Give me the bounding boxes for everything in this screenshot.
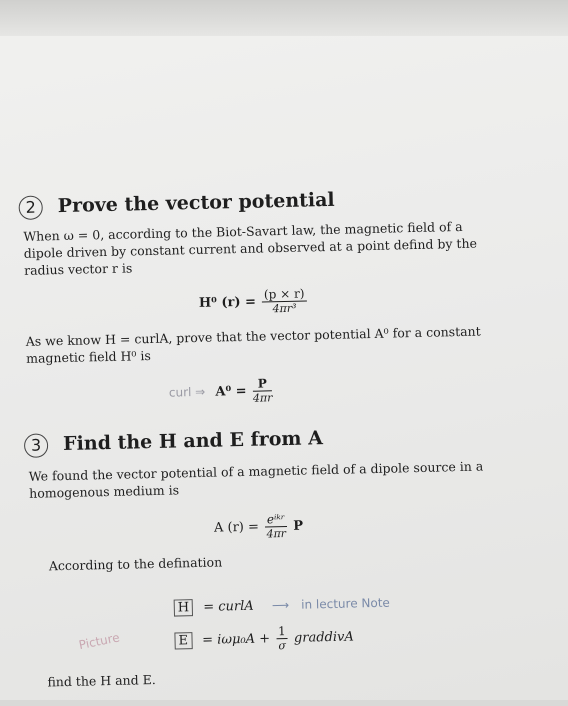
- fraction-numerator: eⁱᵏʳ: [265, 512, 287, 527]
- section-3-paragraph: We found the vector potential of a magnetic field of a dipole source in a homogenous medium is: [28, 458, 484, 501]
- equation-h: [174, 596, 390, 616]
- fraction-denominator: 4πr: [252, 391, 273, 405]
- section-number-badge: 3: [24, 433, 49, 458]
- equation-a: [214, 512, 304, 543]
- equation-rhs: P: [293, 518, 304, 534]
- fraction-denominator: 4πr³: [272, 301, 297, 316]
- fraction-numerator: 1: [276, 624, 288, 639]
- section-2-heading: [18, 189, 335, 220]
- equation-h0: [199, 286, 309, 317]
- section-number-badge: 2: [18, 195, 43, 220]
- section-2-paragraph: When ω = 0, according to the Biot-Savart law, the magnetic field of a dipole driven by constant current and observed at a point defind by the radius vector r is: [23, 218, 478, 278]
- final-instruction: find the H and E.: [47, 671, 156, 690]
- equation-a0: [169, 376, 275, 407]
- equation-lhs: A (r) =: [213, 519, 260, 536]
- handwritten-lecture-note: in lecture Note: [301, 595, 390, 612]
- fraction: [276, 624, 288, 653]
- equation-rhs: = curlA: [203, 598, 254, 615]
- handwritten-curl-note: curl ⇒: [168, 384, 206, 400]
- equation-lhs: H⁰ (r) =: [198, 294, 257, 311]
- section-title: Find the H and E from A: [62, 427, 324, 456]
- equation-e: [174, 622, 354, 655]
- arrow-icon: ⟶: [271, 597, 290, 613]
- section-2-paragraph-2: As we know H = curlA, prove that the vector potential A⁰ for a constant magnetic field H⁰ is: [25, 323, 481, 366]
- section-3-heading: [24, 427, 323, 458]
- fraction: [262, 286, 307, 316]
- equation-lhs: H: [174, 599, 194, 616]
- fraction-denominator: σ: [278, 639, 287, 653]
- equation-lhs: A⁰ =: [215, 383, 247, 400]
- fraction: [265, 512, 288, 541]
- equation-rhs-b: graddivA: [293, 629, 354, 646]
- fraction-denominator: 4πr: [266, 527, 287, 541]
- according-text: According to the defination: [48, 554, 223, 574]
- section-title: Prove the vector potential: [57, 188, 335, 218]
- fraction-numerator: (p × r): [262, 286, 307, 302]
- handwritten-picture-note: Picture: [77, 630, 121, 653]
- equation-rhs-a: = iωμ₀A +: [202, 631, 271, 648]
- fraction: [252, 376, 272, 405]
- equation-lhs: E: [174, 632, 192, 649]
- fraction-numerator: P: [252, 376, 272, 391]
